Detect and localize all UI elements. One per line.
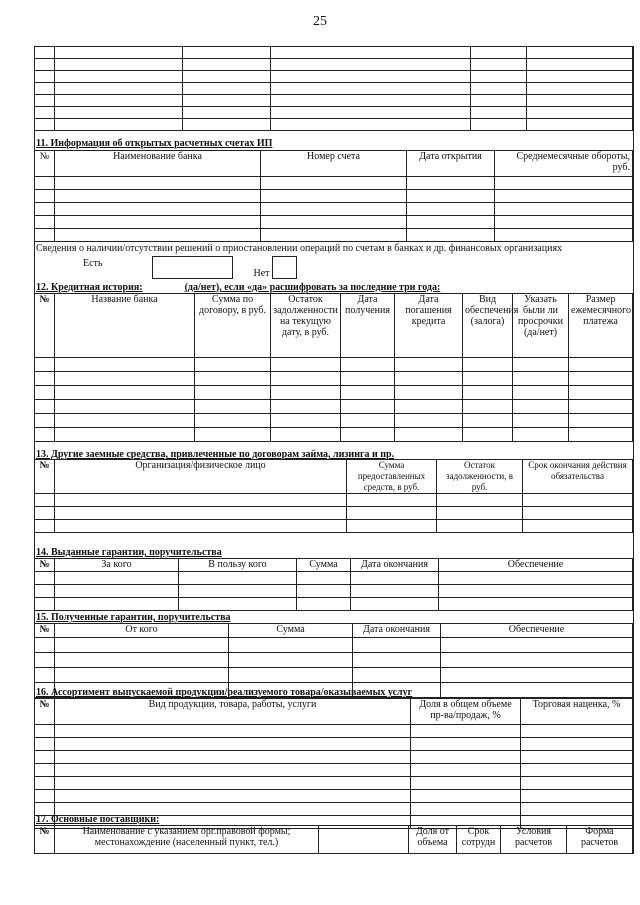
no-label: Нет xyxy=(253,267,270,279)
col-number: № xyxy=(35,460,55,494)
col-blank xyxy=(319,826,409,854)
col-security: Обеспечение xyxy=(439,559,633,572)
col-sum: Сумма xyxy=(229,624,353,638)
suspension-note: Сведения о наличии/отсутствии решений о приостановлении операций по счетам в банках и др. финансовых организациях xyxy=(36,243,563,254)
bank-accounts-table xyxy=(34,150,633,242)
col-number: № xyxy=(35,151,55,177)
col-from-whom: От кого xyxy=(55,624,229,638)
col-payment-terms: Условия расчетов xyxy=(501,826,567,854)
col-monthly-turnover: Среднемесячные обороты, руб. xyxy=(495,151,633,177)
col-repay-date: Дата погашения кредита xyxy=(395,294,463,358)
section-12-title: 12. Кредитная история: (да/нет), если «да» расшифровать за последние три года: xyxy=(36,282,441,293)
suppliers-table xyxy=(34,825,633,854)
yes-checkbox[interactable] xyxy=(152,257,232,279)
col-number: № xyxy=(35,294,55,358)
col-end-date: Дата окончания xyxy=(351,559,439,572)
col-sum: Сумма xyxy=(297,559,351,572)
col-cooperation-term: Срок сотрудн xyxy=(457,826,501,854)
col-bank-name: Название банка xyxy=(55,294,195,358)
no-checkbox[interactable] xyxy=(272,257,296,279)
col-share: Доля в общем объеме пр-ва/продаж, % xyxy=(411,699,521,725)
col-organization: Организация/физическое лицо xyxy=(55,460,347,494)
col-payment-form: Форма расчетов xyxy=(567,826,633,854)
section-17-title: 17. Основные поставщики: xyxy=(36,814,160,825)
col-number: № xyxy=(35,559,55,572)
col-overdue: Указать были ли просрочки (да/нет) xyxy=(513,294,569,358)
col-markup: Торговая наценка, % xyxy=(521,699,633,725)
col-open-date: Дата открытия xyxy=(407,151,495,177)
col-account-number: Номер счета xyxy=(261,151,407,177)
section-16-title: 16. Ассортимент выпускаемой продукции/реализуемого товара/оказываемых услуг xyxy=(36,687,413,698)
page-number: 25 xyxy=(313,14,327,29)
col-provided-sum: Сумма предоставленных средств, в руб. xyxy=(347,460,437,494)
section-13-title: 13. Другие заемные средства, привлеченные по договорам займа, лизинга и пр. xyxy=(36,449,395,460)
section-11-title: 11. Информация об открытых расчетных счетах ИП xyxy=(36,138,273,149)
continuation-table xyxy=(34,46,633,131)
credit-history-table xyxy=(34,293,633,442)
col-monthly-payment: Размер ежемесячного платежа xyxy=(569,294,633,358)
col-balance: Остаток задолженности на текущую дату, в руб. xyxy=(271,294,341,358)
col-number: № xyxy=(35,699,55,725)
col-term-end: Срок окончания действия обязательства xyxy=(523,460,633,494)
yes-no-table xyxy=(34,256,297,279)
other-loans-table xyxy=(34,459,633,533)
col-in-favor-of: В пользу кого xyxy=(179,559,297,572)
col-number: № xyxy=(35,624,55,638)
col-supplier-name: Наименование с указанием орг.правовой формы; местонахождение (населенный пункт, тел.) xyxy=(55,826,319,854)
col-number: № xyxy=(35,826,55,854)
assortment-table xyxy=(34,698,633,829)
col-contract-sum: Сумма по договору, в руб. xyxy=(195,294,271,358)
col-end-date: Дата окончания xyxy=(353,624,441,638)
section-14-title: 14. Выданные гарантии, поручительства xyxy=(36,547,222,558)
section-15-title: 15. Полученные гарантии, поручительства xyxy=(36,612,231,623)
issued-guarantees-table xyxy=(34,558,633,611)
col-balance: Остаток задолженности, в руб. xyxy=(437,460,523,494)
col-security: Обеспечение xyxy=(441,624,633,638)
col-collateral: Вид обеспечения (залога) xyxy=(463,294,513,358)
col-product-type: Вид продукции, товара, работы, услуги xyxy=(55,699,411,725)
col-volume-share: Доля от объема xyxy=(409,826,457,854)
yes-label: Есть xyxy=(83,257,103,269)
col-receive-date: Дата получения xyxy=(341,294,395,358)
col-for-whom: За кого xyxy=(55,559,179,572)
col-bank-name: Наименование банка xyxy=(55,151,261,177)
